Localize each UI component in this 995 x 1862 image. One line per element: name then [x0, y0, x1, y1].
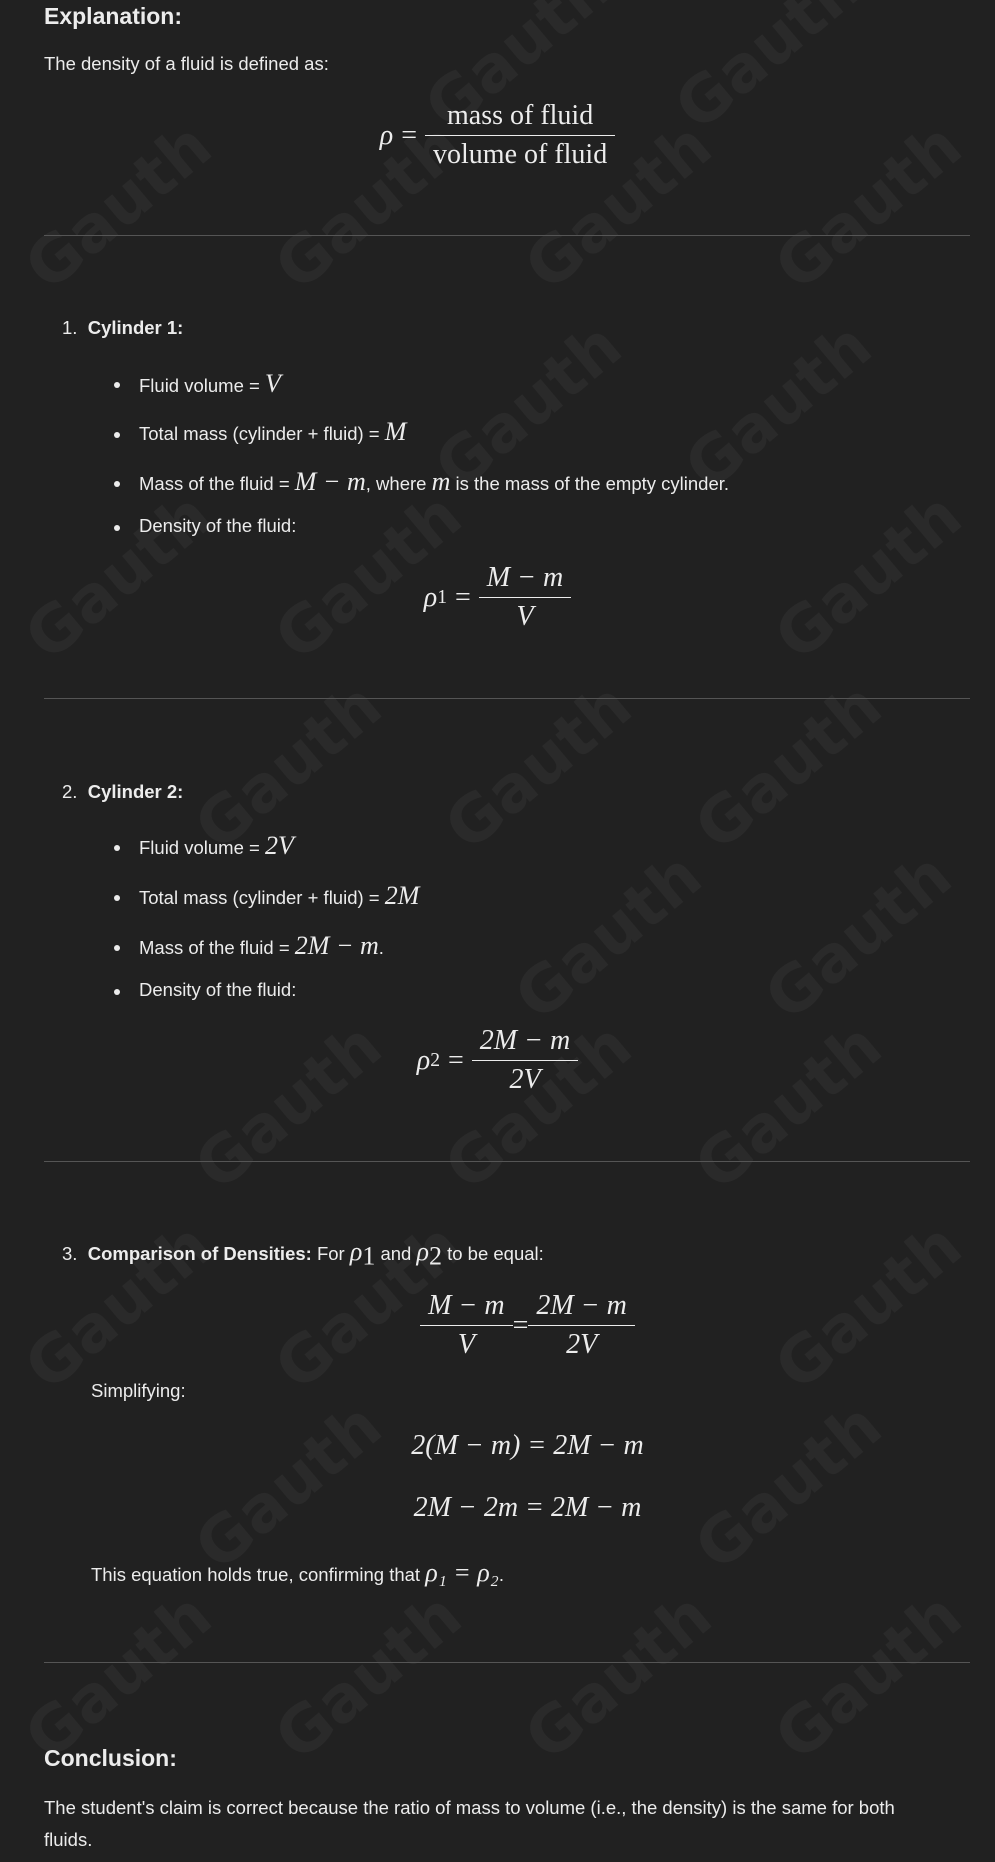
cylinder-2-heading	[62, 780, 183, 804]
fraction	[429, 100, 611, 171]
list-item: Mass of the fluid = 2M − m.	[139, 931, 384, 960]
fraction: $\frac{2M - m}{2V}$	[476, 1025, 574, 1096]
watermark	[682, 1389, 896, 1585]
conclusion-text-2: fluids.	[44, 1829, 93, 1850]
list-item: Fluid volume = V	[139, 369, 281, 398]
bullet	[114, 525, 120, 531]
bullet	[114, 845, 120, 851]
simplifying-label: Simplifying:	[91, 1380, 186, 1401]
list-item: Total mass (cylinder + fluid) = 2M	[139, 881, 420, 910]
title: Cylinder 1:	[87, 317, 184, 338]
numerator: mass of fluid	[447, 100, 594, 131]
watermark	[512, 1579, 726, 1775]
list-item: Density of the fluid:	[139, 515, 297, 536]
conclusion-heading: Conclusion:	[44, 1745, 177, 1771]
divider	[44, 1662, 970, 1663]
denominator: volume of fluid	[425, 135, 615, 171]
explanation-heading: Explanation:	[44, 3, 183, 29]
rho2-formula: ρ 2 = $\frac{2M - m}{2V}$	[0, 1025, 995, 1096]
fraction: $\frac{M - m}{V}$	[483, 562, 567, 633]
watermark	[502, 839, 716, 1035]
title: Cylinder 2:	[87, 781, 184, 802]
watermark	[762, 1579, 976, 1775]
equation-1: 2(M − m) = 2M − m	[411, 1430, 644, 1461]
bullet	[114, 989, 120, 995]
list-item: Fluid volume = 2V	[139, 831, 294, 860]
density-definition	[0, 100, 995, 171]
divider	[44, 698, 970, 699]
divider	[44, 235, 970, 236]
list-item: Density of the fluid:	[139, 979, 297, 1000]
list-number: 2.	[62, 781, 78, 802]
holds-text: This equation holds true, confirming that ρ₁ = ρ₂.	[91, 1558, 504, 1587]
list-item: Mass of the fluid = M − m, where m is the mass of the empty cylinder.	[139, 467, 730, 496]
comparison-heading: 3. Comparison of Densities: For $\rho_1$ and $\rho_2$ to be equal:	[62, 1237, 544, 1271]
bullet	[114, 895, 120, 901]
equality-formula: $\frac{M - m}{V}$ = $\frac{2M - m}{2V}$	[30, 1290, 995, 1361]
watermark	[262, 1579, 476, 1775]
equals: =	[401, 119, 418, 151]
conclusion-text-1: The student's claim is correct because the ratio of mass to volume (i.e., the density) is the same for both	[44, 1797, 895, 1818]
rho1-formula: ρ 1 = $\frac{M - m}{V}$	[0, 562, 995, 633]
watermark	[182, 1389, 396, 1585]
divider	[44, 1161, 970, 1162]
equation-2: 2M − 2m = 2M − m	[413, 1492, 642, 1523]
cylinder-1-heading	[62, 316, 183, 340]
bullet	[114, 432, 120, 438]
intro-text: The density of a fluid is defined as:	[44, 53, 329, 74]
list-number: 1.	[62, 317, 78, 338]
bullet	[114, 481, 120, 487]
bullet	[114, 945, 120, 951]
watermark	[752, 839, 966, 1035]
list-item: Total mass (cylinder + fluid) = M	[139, 417, 407, 446]
bullet	[114, 382, 120, 388]
rho-symbol: ρ	[379, 119, 394, 151]
